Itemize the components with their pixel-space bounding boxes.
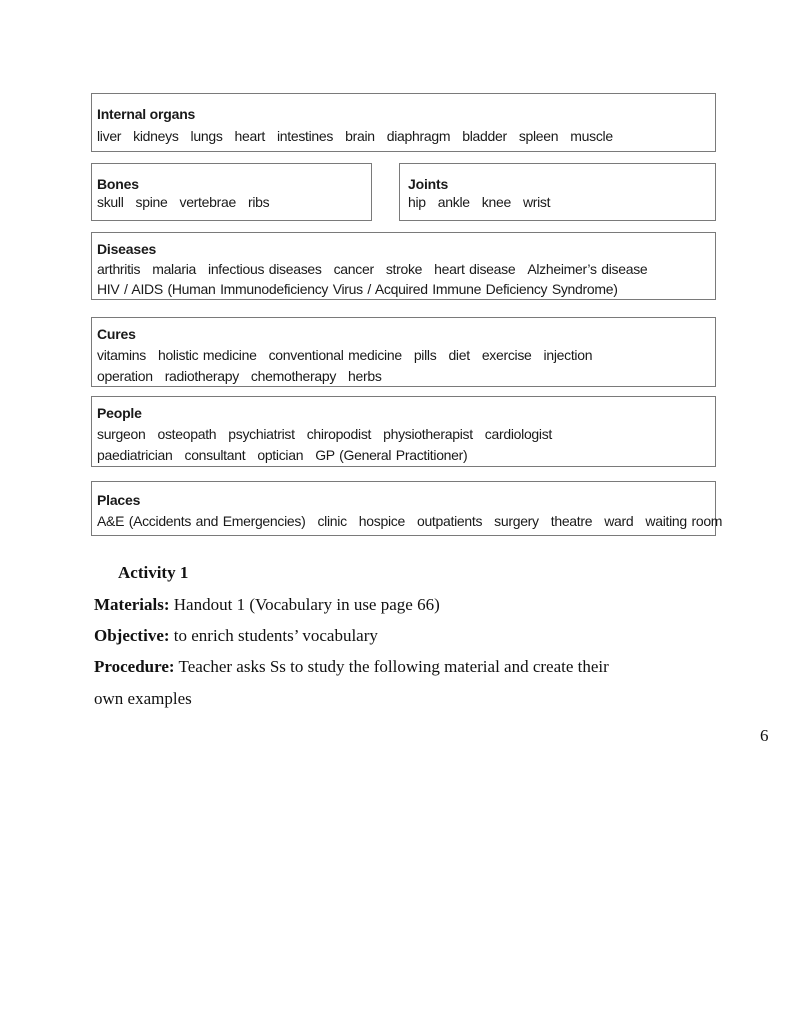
people-title: People <box>97 405 142 421</box>
bones-box <box>91 163 372 221</box>
vocab-word: knee <box>481 194 511 210</box>
vocab-word: osteopath <box>157 426 217 442</box>
vocab-word: skull <box>97 194 124 210</box>
vocab-word: holistic medicine <box>157 347 257 363</box>
objective-line <box>94 626 378 646</box>
vocab-word: waiting room <box>645 513 723 529</box>
vocab-word: diet <box>448 347 470 363</box>
joints-box <box>399 163 716 221</box>
procedure-line-2 <box>94 689 192 709</box>
vocab-word: kidneys <box>133 128 179 144</box>
vocab-word: exercise <box>481 347 532 363</box>
vocab-word: wrist <box>522 194 551 210</box>
vocab-word: ankle <box>437 194 470 210</box>
vocab-word: bladder <box>462 128 507 144</box>
diseases-title: Diseases <box>97 241 157 257</box>
materials-line <box>94 595 440 615</box>
vocab-word: spine <box>135 194 168 210</box>
vocab-word: lungs <box>190 128 223 144</box>
vocab-word: liver <box>97 128 122 144</box>
diseases-box <box>91 232 716 300</box>
vocab-word: Alzheimer’s disease <box>527 261 648 277</box>
vocab-word: ward <box>604 513 634 529</box>
vocab-word: optician <box>257 447 304 463</box>
vocab-word: consultant <box>184 447 246 463</box>
vocab-word: hospice <box>358 513 405 529</box>
diseases-words-row2 <box>97 281 630 297</box>
cures-title: Cures <box>97 326 136 342</box>
joints-title: Joints <box>408 176 449 192</box>
people-box <box>91 396 716 467</box>
vocab-word: outpatients <box>416 513 483 529</box>
vocab-word: brain <box>345 128 375 144</box>
vocab-word: diaphragm <box>386 128 451 144</box>
materials-label: Materials: <box>94 595 170 614</box>
vocab-word: surgeon <box>97 426 146 442</box>
objective-text: to enrich students’ vocabulary <box>169 626 378 645</box>
people-words-row2 <box>97 447 479 463</box>
vocab-word: chiropodist <box>306 426 372 442</box>
bones-words <box>97 194 281 210</box>
vocab-word: cardiologist <box>484 426 553 442</box>
vocab-word: infectious diseases <box>208 261 322 277</box>
places-title: Places <box>97 492 141 508</box>
vocab-word: radiotherapy <box>164 368 239 384</box>
objective-label: Objective: <box>94 626 170 645</box>
vocab-word: theatre <box>550 513 593 529</box>
vocab-word: psychiatrist <box>228 426 295 442</box>
vocab-word: herbs <box>348 368 382 384</box>
bones-title: Bones <box>97 176 139 192</box>
places-box <box>91 481 723 536</box>
vocab-word: cancer <box>333 261 374 277</box>
vocab-word: hip <box>408 194 426 210</box>
procedure-label: Procedure: <box>94 657 175 676</box>
vocab-word: clinic <box>317 513 347 529</box>
vocab-word: operation <box>97 368 153 384</box>
activity-heading-text: Activity 1 <box>118 563 189 582</box>
vocab-word: surgery <box>494 513 539 529</box>
vocab-word: vitamins <box>97 347 146 363</box>
internal-organs-title: Internal organs <box>97 106 196 122</box>
vocab-word: pills <box>413 347 437 363</box>
cures-words-row1 <box>97 347 604 363</box>
vocab-word: heart <box>234 128 265 144</box>
activity-heading <box>118 563 188 583</box>
vocab-word: physiotherapist <box>383 426 473 442</box>
people-words-row1 <box>97 426 564 442</box>
cures-box <box>91 317 716 387</box>
vocab-word: heart disease <box>434 261 516 277</box>
materials-text: Handout 1 (Vocabulary in use page 66) <box>169 595 440 614</box>
internal-organs-words <box>97 128 625 144</box>
vocab-word: intestines <box>276 128 334 144</box>
vocab-word: ribs <box>247 194 270 210</box>
procedure-text-2: own examples <box>94 689 192 708</box>
vocab-word: paediatrician <box>97 447 173 463</box>
internal-organs-box <box>91 93 716 152</box>
vocab-word: malaria <box>152 261 197 277</box>
diseases-words-row1 <box>97 261 659 277</box>
vocab-word: HIV / AIDS (Human Immunodeficiency Virus / Acquired Immune Deficiency Syndrome) <box>97 281 618 297</box>
vocab-word: conventional medicine <box>268 347 402 363</box>
vocab-word: injection <box>543 347 593 363</box>
procedure-line <box>94 657 609 677</box>
page-number: 6 <box>760 726 769 745</box>
vocab-word: vertebrae <box>179 194 236 210</box>
vocab-word: chemotherapy <box>250 368 337 384</box>
vocab-word: A&E (Accidents and Emergencies) <box>97 513 306 529</box>
places-words <box>97 513 734 529</box>
vocab-word: arthritis <box>97 261 141 277</box>
vocab-word: stroke <box>385 261 423 277</box>
joints-words <box>408 194 562 210</box>
cures-words-row2 <box>97 368 394 384</box>
vocab-word: muscle <box>570 128 613 144</box>
procedure-text: Teacher asks Ss to study the following material and create their <box>174 657 609 676</box>
vocab-word: spleen <box>518 128 559 144</box>
vocab-word: GP (General Practitioner) <box>315 447 468 463</box>
